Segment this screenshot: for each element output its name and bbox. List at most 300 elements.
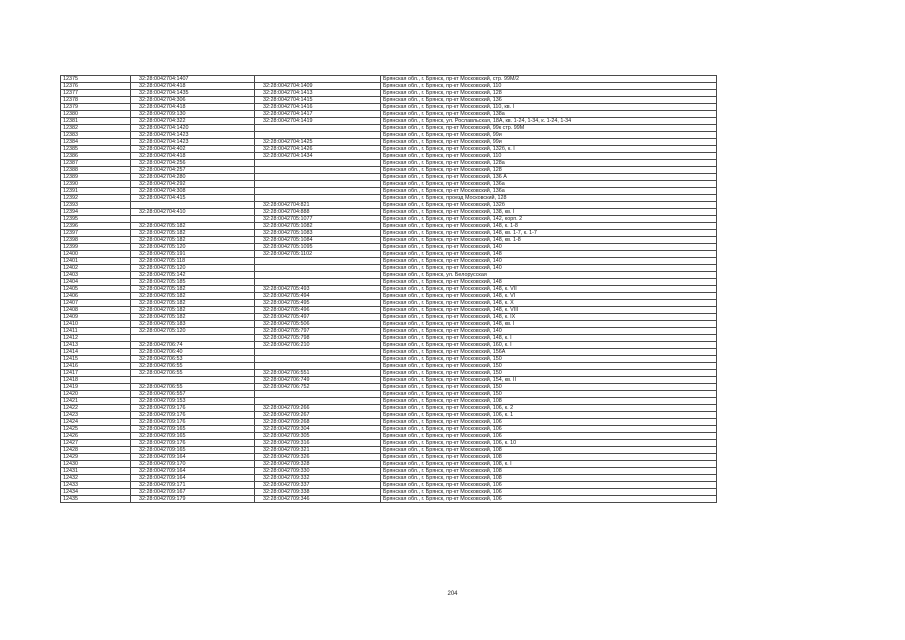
object-number-cell xyxy=(255,188,381,195)
cadastral-table xyxy=(60,75,717,503)
cadastral-number-cell: 32:28:0042704:280 xyxy=(131,174,255,181)
object-number-cell xyxy=(255,272,381,279)
address-cell: Брянская обл., г. Брянск, пр-кт Московский, 150 xyxy=(381,363,717,370)
table-row xyxy=(61,335,717,342)
address-cell: Брянская обл., г. Брянск, пр-кт Московский, 108, к. I xyxy=(381,461,717,468)
cadastral-number-cell: 32:28:0042709:153 xyxy=(131,398,255,405)
row-number-cell: 12389 xyxy=(61,174,131,181)
address-cell: Брянская обл., г. Брянск, пр-кт Московский, 138а xyxy=(381,111,717,118)
table-row xyxy=(61,370,717,377)
address-cell: Брянская обл., г. Брянск, пр-кт Московский, 140 xyxy=(381,328,717,335)
address-cell: Брянская обл., г. Брянск, пр-кт Московский, 132б, к. I xyxy=(381,146,717,153)
cadastral-number-cell: 32:28:0042705:182 xyxy=(131,293,255,300)
cadastral-number-cell: 32:28:0042705:182 xyxy=(131,223,255,230)
object-number-cell: 32:28:0042709:338 xyxy=(255,489,381,496)
object-number-cell xyxy=(255,132,381,139)
table-row xyxy=(61,300,717,307)
object-number-cell xyxy=(255,363,381,370)
object-number-cell: 32:28:0042704:1434 xyxy=(255,153,381,160)
cadastral-number-cell: 32:28:0042706:74 xyxy=(131,342,255,349)
cadastral-number-cell: 32:28:0042705:142 xyxy=(131,272,255,279)
address-cell: Брянская обл., г. Брянск, пр-кт Московский, 110 xyxy=(381,83,717,90)
object-number-cell: 32:28:0042705:797 xyxy=(255,328,381,335)
row-number-cell: 12397 xyxy=(61,230,131,237)
address-cell: Брянская обл., г. Брянск, пр-кт Московский, 99к стр. 99М xyxy=(381,125,717,132)
cadastral-number-cell: 32:28:0042709:176 xyxy=(131,440,255,447)
cadastral-number-cell: 32:28:0042705:182 xyxy=(131,300,255,307)
row-number-cell: 12430 xyxy=(61,461,131,468)
table-row xyxy=(61,349,717,356)
address-cell: Брянская обл., г. Брянск, проезд Московский, 128 xyxy=(381,195,717,202)
address-cell: Брянская обл., г. Брянск, пр-кт Московский, 106 xyxy=(381,482,717,489)
row-number-cell: 12406 xyxy=(61,293,131,300)
table-body xyxy=(61,76,717,503)
cadastral-number-cell: 32:28:0042704:1420 xyxy=(131,125,255,132)
object-number-cell: 32:28:0042709:332 xyxy=(255,475,381,482)
table-row xyxy=(61,293,717,300)
object-number-cell xyxy=(255,398,381,405)
row-number-cell: 12418 xyxy=(61,377,131,384)
object-number-cell: 32:28:0042705:1082 xyxy=(255,223,381,230)
row-number-cell: 12386 xyxy=(61,153,131,160)
row-number-cell: 12408 xyxy=(61,307,131,314)
table-row xyxy=(61,132,717,139)
cadastral-number-cell: 32:28:0042705:182 xyxy=(131,286,255,293)
table-row xyxy=(61,286,717,293)
row-number-cell: 12421 xyxy=(61,398,131,405)
table-row xyxy=(61,104,717,111)
object-number-cell: 32:28:0042705:494 xyxy=(255,293,381,300)
row-number-cell: 12387 xyxy=(61,160,131,167)
table-row xyxy=(61,90,717,97)
address-cell: Брянская обл., г. Брянск, пр-кт Московский, 128 xyxy=(381,90,717,97)
object-number-cell: 32:28:0042705:1102 xyxy=(255,251,381,258)
object-number-cell xyxy=(255,76,381,83)
table-row xyxy=(61,328,717,335)
cadastral-number-cell: 32:28:0042705:191 xyxy=(131,251,255,258)
table-row xyxy=(61,398,717,405)
row-number-cell: 12378 xyxy=(61,97,131,104)
table-row xyxy=(61,433,717,440)
cadastral-number-cell: 32:28:0042709:179 xyxy=(131,496,255,503)
row-number-cell: 12393 xyxy=(61,202,131,209)
row-number-cell: 12398 xyxy=(61,237,131,244)
cadastral-number-cell: 32:28:0042706:55 xyxy=(131,370,255,377)
row-number-cell: 12414 xyxy=(61,349,131,356)
row-number-cell: 12424 xyxy=(61,419,131,426)
cadastral-number-cell: 32:28:0042705:183 xyxy=(131,321,255,328)
row-number-cell: 12411 xyxy=(61,328,131,335)
row-number-cell: 12422 xyxy=(61,405,131,412)
object-number-cell xyxy=(255,195,381,202)
cadastral-number-cell: 32:28:0042709:164 xyxy=(131,468,255,475)
cadastral-number-cell: 32:28:0042709:167 xyxy=(131,489,255,496)
address-cell: Брянская обл., г. Брянск, пр-кт Московский, 108 xyxy=(381,447,717,454)
table-row xyxy=(61,97,717,104)
object-number-cell: 32:28:0042704:821 xyxy=(255,202,381,209)
cadastral-number-cell xyxy=(131,216,255,223)
object-number-cell: 32:28:0042706:551 xyxy=(255,370,381,377)
object-number-cell: 32:28:0042709:330 xyxy=(255,468,381,475)
cadastral-number-cell: 32:28:0042704:410 xyxy=(131,209,255,216)
object-number-cell: 32:28:0042704:1426 xyxy=(255,146,381,153)
row-number-cell: 12407 xyxy=(61,300,131,307)
address-cell: Брянская обл., г. Брянск, пр-кт Московский, 106 xyxy=(381,496,717,503)
cadastral-number-cell: 32:28:0042704:418 xyxy=(131,104,255,111)
address-cell: Брянская обл., г. Брянск, пр-кт Московский, 136а xyxy=(381,188,717,195)
cadastral-number-cell: 32:28:0042705:182 xyxy=(131,237,255,244)
cadastral-number-cell: 32:28:0042706:557 xyxy=(131,391,255,398)
object-number-cell: 32:28:0042706:752 xyxy=(255,384,381,391)
address-cell: Брянская обл., г. Брянск, пр-кт Московский, 148, к. VIII xyxy=(381,307,717,314)
object-number-cell: 32:28:0042705:1083 xyxy=(255,230,381,237)
cadastral-number-cell: 32:28:0042709:164 xyxy=(131,475,255,482)
cadastral-number-cell: 32:28:0042704:1423 xyxy=(131,139,255,146)
table-row xyxy=(61,377,717,384)
address-cell: Брянская обл., г. Брянск, пр-кт Московский, 110, кв. I xyxy=(381,104,717,111)
object-number-cell: 32:28:0042705:1084 xyxy=(255,237,381,244)
address-cell: Брянская обл., г. Брянск, пр-кт Московский, 150 xyxy=(381,391,717,398)
address-cell: Брянская обл., г. Брянск, пр-кт Московский, 128а xyxy=(381,160,717,167)
row-number-cell: 12399 xyxy=(61,244,131,251)
address-cell: Брянская обл., г. Брянск, пр-кт Московский, 136 xyxy=(381,97,717,104)
object-number-cell: 32:28:0042704:1416 xyxy=(255,104,381,111)
object-number-cell xyxy=(255,265,381,272)
row-number-cell: 12402 xyxy=(61,265,131,272)
cadastral-number-cell: 32:28:0042704:306 xyxy=(131,97,255,104)
table-row xyxy=(61,167,717,174)
row-number-cell: 12394 xyxy=(61,209,131,216)
cadastral-number-cell: 32:28:0042705:182 xyxy=(131,230,255,237)
table-row xyxy=(61,342,717,349)
cadastral-number-cell: 32:28:0042709:165 xyxy=(131,447,255,454)
object-number-cell: 32:28:0042705:496 xyxy=(255,307,381,314)
row-number-cell: 12415 xyxy=(61,356,131,363)
cadastral-number-cell: 32:28:0042705:182 xyxy=(131,314,255,321)
row-number-cell: 12396 xyxy=(61,223,131,230)
address-cell: Брянская обл., г. Брянск, пр-кт Московский, 106, к. 2 xyxy=(381,405,717,412)
object-number-cell: 32:28:0042704:1413 xyxy=(255,90,381,97)
cadastral-number-cell: 32:28:0042704:292 xyxy=(131,181,255,188)
table-row xyxy=(61,475,717,482)
cadastral-number-cell: 32:28:0042706:53 xyxy=(131,356,255,363)
address-cell: Брянская обл., г. Брянск, пр-кт Московский, 128 xyxy=(381,167,717,174)
row-number-cell: 12377 xyxy=(61,90,131,97)
address-cell: Брянская обл., г. Брянск, пр-кт Московский, 132б xyxy=(381,202,717,209)
address-cell: Брянская обл., г. Брянск, пр-кт Московский, 148, к. I xyxy=(381,335,717,342)
cadastral-number-cell: 32:28:0042705:120 xyxy=(131,244,255,251)
address-cell: Брянская обл., г. Брянск, пр-кт Московский, 106 xyxy=(381,489,717,496)
cadastral-number-cell: 32:28:0042706:40 xyxy=(131,349,255,356)
row-number-cell: 12420 xyxy=(61,391,131,398)
row-number-cell: 12379 xyxy=(61,104,131,111)
table-row xyxy=(61,461,717,468)
address-cell: Брянская обл., г. Брянск, пр-кт Московский, 148, кв. I xyxy=(381,321,717,328)
address-cell: Брянская обл., г. Брянск, пр-кт Московский, 148, кв. 1-8 xyxy=(381,237,717,244)
table-row xyxy=(61,272,717,279)
object-number-cell: 32:28:0042704:1419 xyxy=(255,118,381,125)
address-cell: Брянская обл., г. Брянск, ул. Рославльская, 18А, кв. 1-24, 1-34, к. 1-24, 1-34 xyxy=(381,118,717,125)
table-row xyxy=(61,391,717,398)
table-row xyxy=(61,111,717,118)
table-row xyxy=(61,279,717,286)
row-number-cell: 12434 xyxy=(61,489,131,496)
table-row xyxy=(61,230,717,237)
object-number-cell: 32:28:0042709:304 xyxy=(255,426,381,433)
table-row xyxy=(61,265,717,272)
cadastral-number-cell: 32:28:0042705:182 xyxy=(131,307,255,314)
row-number-cell: 12384 xyxy=(61,139,131,146)
cadastral-number-cell: 32:28:0042704:402 xyxy=(131,146,255,153)
table-row xyxy=(61,181,717,188)
address-cell: Брянская обл., г. Брянск, пр-кт Московский, 148 xyxy=(381,279,717,286)
object-number-cell xyxy=(255,167,381,174)
cadastral-number-cell: 32:28:0042704:308 xyxy=(131,188,255,195)
object-number-cell: 32:28:0042709:328 xyxy=(255,461,381,468)
row-number-cell: 12380 xyxy=(61,111,131,118)
address-cell: Брянская обл., г. Брянск, пр-кт Московский, 136 А xyxy=(381,174,717,181)
table-row xyxy=(61,440,717,447)
row-number-cell: 12375 xyxy=(61,76,131,83)
object-number-cell xyxy=(255,181,381,188)
row-number-cell: 12391 xyxy=(61,188,131,195)
cadastral-number-cell: 32:28:0042705:120 xyxy=(131,328,255,335)
object-number-cell: 32:28:0042704:1415 xyxy=(255,97,381,104)
table-row xyxy=(61,83,717,90)
cadastral-number-cell: 32:28:0042706:55 xyxy=(131,363,255,370)
table-row xyxy=(61,426,717,433)
address-cell: Брянская обл., г. Брянск, пр-кт Московский, 148 xyxy=(381,251,717,258)
cadastral-number-cell xyxy=(131,202,255,209)
address-cell: Брянская обл., г. Брянск, пр-кт Московский, 148, кв. 1-7, к. 1-7 xyxy=(381,230,717,237)
address-cell: Брянская обл., г. Брянск, пр-кт Московский, 160, к. I xyxy=(381,342,717,349)
address-cell: Брянская обл., г. Брянск, пр-кт Московский, 140 xyxy=(381,244,717,251)
row-number-cell: 12412 xyxy=(61,335,131,342)
row-number-cell: 12388 xyxy=(61,167,131,174)
row-number-cell: 12404 xyxy=(61,279,131,286)
cadastral-number-cell: 32:28:0042706:55 xyxy=(131,384,255,391)
address-cell: Брянская обл., г. Брянск, пр-кт Московский, 108 xyxy=(381,468,717,475)
address-cell: Брянская обл., г. Брянск, пр-кт Московский, 106 xyxy=(381,426,717,433)
object-number-cell xyxy=(255,125,381,132)
object-number-cell: 32:28:0042704:1409 xyxy=(255,83,381,90)
table-row xyxy=(61,363,717,370)
cadastral-number-cell: 32:28:0042704:1435 xyxy=(131,90,255,97)
table-row xyxy=(61,405,717,412)
cadastral-number-cell: 32:28:0042705:118 xyxy=(131,258,255,265)
table-row xyxy=(61,314,717,321)
table-row xyxy=(61,321,717,328)
table-row xyxy=(61,496,717,503)
address-cell: Брянская обл., г. Брянск, пр-кт Московский, 148, к. 1-8 xyxy=(381,223,717,230)
object-number-cell: 32:28:0042709:267 xyxy=(255,412,381,419)
table-row xyxy=(61,244,717,251)
address-cell: Брянская обл., г. Брянск, пр-кт Московский, 140 xyxy=(381,258,717,265)
table-row xyxy=(61,454,717,461)
object-number-cell: 32:28:0042709:316 xyxy=(255,440,381,447)
table-row xyxy=(61,489,717,496)
address-cell: Брянская обл., г. Брянск, пр-кт Московский, 150 xyxy=(381,356,717,363)
object-number-cell: 32:28:0042709:346 xyxy=(255,496,381,503)
address-cell: Брянская обл., г. Брянск, пр-кт Московский, 148, к. IX xyxy=(381,314,717,321)
address-cell: Брянская обл., г. Брянск, пр-кт Московский, 110 xyxy=(381,153,717,160)
object-number-cell: 32:28:0042705:798 xyxy=(255,335,381,342)
cadastral-number-cell: 32:28:0042704:415 xyxy=(131,195,255,202)
table-row xyxy=(61,356,717,363)
cadastral-number-cell: 32:28:0042704:322 xyxy=(131,118,255,125)
address-cell: Брянская обл., г. Брянск, пр-кт Московский, 140 xyxy=(381,265,717,272)
row-number-cell: 12435 xyxy=(61,496,131,503)
address-cell: Брянская обл., г. Брянск, пр-кт Московский, стр. 99М/2 xyxy=(381,76,717,83)
object-number-cell: 32:28:0042705:506 xyxy=(255,321,381,328)
address-cell: Брянская обл., г. Брянск, пр-кт Московский, 148, к. VI xyxy=(381,293,717,300)
cadastral-number-cell: 32:28:0042709:176 xyxy=(131,412,255,419)
address-cell: Брянская обл., г. Брянск, пр-кт Московский, 99и xyxy=(381,132,717,139)
object-number-cell: 32:28:0042709:266 xyxy=(255,405,381,412)
table-row xyxy=(61,412,717,419)
object-number-cell: 32:28:0042704:1417 xyxy=(255,111,381,118)
table-row xyxy=(61,202,717,209)
address-cell: Брянская обл., г. Брянск, пр-кт Московский, 150 xyxy=(381,370,717,377)
row-number-cell: 12382 xyxy=(61,125,131,132)
object-number-cell: 32:28:0042709:326 xyxy=(255,454,381,461)
table-row xyxy=(61,307,717,314)
object-number-cell: 32:28:0042704:1425 xyxy=(255,139,381,146)
object-number-cell xyxy=(255,279,381,286)
address-cell: Брянская обл., г. Брянск, пр-кт Московский, 106, к. 10 xyxy=(381,440,717,447)
address-cell: Брянская обл., г. Брянск, пр-кт Московский, 148, к. VII xyxy=(381,286,717,293)
object-number-cell: 32:28:0042706:210 xyxy=(255,342,381,349)
table-row xyxy=(61,209,717,216)
table-row xyxy=(61,139,717,146)
row-number-cell: 12392 xyxy=(61,195,131,202)
cadastral-number-cell xyxy=(131,335,255,342)
address-cell: Брянская обл., г. Брянск, пр-кт Московский, 108 xyxy=(381,398,717,405)
object-number-cell xyxy=(255,356,381,363)
cadastral-number-cell: 32:28:0042709:176 xyxy=(131,419,255,426)
cadastral-number-cell: 32:28:0042709:164 xyxy=(131,454,255,461)
row-number-cell: 12383 xyxy=(61,132,131,139)
cadastral-number-cell: 32:28:0042704:418 xyxy=(131,153,255,160)
object-number-cell xyxy=(255,391,381,398)
row-number-cell: 12390 xyxy=(61,181,131,188)
table-row xyxy=(61,125,717,132)
table-row xyxy=(61,419,717,426)
cadastral-number-cell: 32:28:0042709:130 xyxy=(131,111,255,118)
address-cell: Брянская обл., г. Брянск, пр-кт Московский, 142, корп. 2 xyxy=(381,216,717,223)
table-row xyxy=(61,195,717,202)
address-cell: Брянская обл., г. Брянск, пр-кт Московский, 136а xyxy=(381,181,717,188)
table-row xyxy=(61,258,717,265)
object-number-cell xyxy=(255,160,381,167)
row-number-cell: 12419 xyxy=(61,384,131,391)
row-number-cell: 12423 xyxy=(61,412,131,419)
row-number-cell: 12433 xyxy=(61,482,131,489)
object-number-cell xyxy=(255,349,381,356)
row-number-cell: 12416 xyxy=(61,363,131,370)
table-row xyxy=(61,251,717,258)
object-number-cell: 32:28:0042705:493 xyxy=(255,286,381,293)
table-row xyxy=(61,468,717,475)
table-row xyxy=(61,223,717,230)
address-cell: Брянская обл., г. Брянск, пр-кт Московский, 108 xyxy=(381,454,717,461)
cadastral-number-cell: 32:28:0042709:165 xyxy=(131,426,255,433)
row-number-cell: 12400 xyxy=(61,251,131,258)
table-row xyxy=(61,188,717,195)
table-row xyxy=(61,447,717,454)
row-number-cell: 12385 xyxy=(61,146,131,153)
cadastral-number-cell: 32:28:0042709:170 xyxy=(131,461,255,468)
object-number-cell xyxy=(255,258,381,265)
table-row xyxy=(61,153,717,160)
address-cell: Брянская обл., г. Брянск, пр-кт Московский, 106 xyxy=(381,419,717,426)
row-number-cell: 12405 xyxy=(61,286,131,293)
row-number-cell: 12413 xyxy=(61,342,131,349)
cadastral-number-cell: 32:28:0042704:257 xyxy=(131,167,255,174)
row-number-cell: 12426 xyxy=(61,433,131,440)
table-row xyxy=(61,146,717,153)
row-number-cell: 12410 xyxy=(61,321,131,328)
row-number-cell: 12429 xyxy=(61,454,131,461)
row-number-cell: 12417 xyxy=(61,370,131,377)
table-row xyxy=(61,76,717,83)
row-number-cell: 12428 xyxy=(61,447,131,454)
cadastral-number-cell: 32:28:0042705:120 xyxy=(131,265,255,272)
table-row xyxy=(61,118,717,125)
address-cell: Брянская обл., г. Брянск, пр-кт Московский, 150 xyxy=(381,384,717,391)
cadastral-number-cell: 32:28:0042709:176 xyxy=(131,405,255,412)
table-row xyxy=(61,216,717,223)
row-number-cell: 12376 xyxy=(61,83,131,90)
object-number-cell xyxy=(255,174,381,181)
row-number-cell: 12381 xyxy=(61,118,131,125)
object-number-cell: 32:28:0042705:497 xyxy=(255,314,381,321)
cadastral-number-cell: 32:28:0042704:1423 xyxy=(131,132,255,139)
address-cell: Брянская обл., г. Брянск, пр-кт Московский, 154, кв. II xyxy=(381,377,717,384)
row-number-cell: 12432 xyxy=(61,475,131,482)
cadastral-number-cell: 32:28:0042704:1407 xyxy=(131,76,255,83)
object-number-cell: 32:28:0042709:337 xyxy=(255,482,381,489)
cadastral-number-cell: 32:28:0042704:256 xyxy=(131,160,255,167)
cadastral-number-cell: 32:28:0042704:418 xyxy=(131,83,255,90)
row-number-cell: 12427 xyxy=(61,440,131,447)
page-number: 204 xyxy=(447,591,458,597)
object-number-cell: 32:28:0042709:305 xyxy=(255,433,381,440)
table-row xyxy=(61,384,717,391)
row-number-cell: 12431 xyxy=(61,468,131,475)
address-cell: Брянская обл., г. Брянск, пр-кт Московский, 106, к. 1 xyxy=(381,412,717,419)
address-cell: Брянская обл., г. Брянск, пр-кт Московский, 148, к. X xyxy=(381,300,717,307)
table-row xyxy=(61,160,717,167)
address-cell: Брянская обл., г. Брянск, ул. Белорусская xyxy=(381,272,717,279)
cadastral-number-cell: 32:28:0042709:165 xyxy=(131,433,255,440)
object-number-cell: 32:28:0042709:268 xyxy=(255,419,381,426)
object-number-cell: 32:28:0042706:749 xyxy=(255,377,381,384)
object-number-cell: 32:28:0042709:321 xyxy=(255,447,381,454)
object-number-cell: 32:28:0042704:888 xyxy=(255,209,381,216)
address-cell: Брянская обл., г. Брянск, пр-кт Московский, 138, кв. I xyxy=(381,209,717,216)
address-cell: Брянская обл., г. Брянск, пр-кт Московский, 99и xyxy=(381,139,717,146)
cadastral-number-cell: 32:28:0042705:185 xyxy=(131,279,255,286)
object-number-cell: 32:28:0042705:495 xyxy=(255,300,381,307)
table-row xyxy=(61,237,717,244)
row-number-cell: 12401 xyxy=(61,258,131,265)
cadastral-number-cell xyxy=(131,377,255,384)
row-number-cell: 12409 xyxy=(61,314,131,321)
address-cell: Брянская обл., г. Брянск, пр-кт Московский, 106 xyxy=(381,433,717,440)
cadastral-number-cell: 32:28:0042709:171 xyxy=(131,482,255,489)
table-row xyxy=(61,482,717,489)
